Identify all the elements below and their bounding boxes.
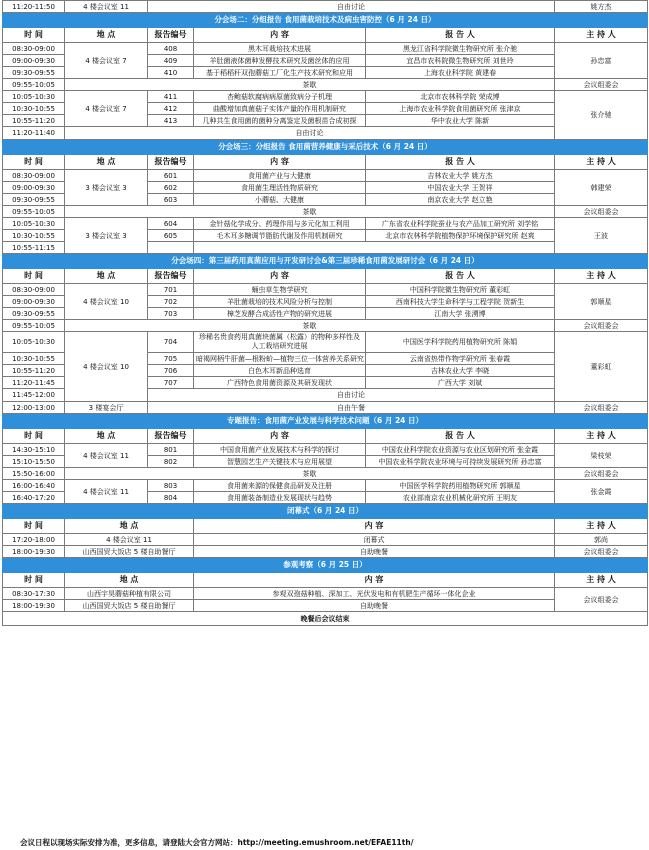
- time-cell: 10:55-11:15: [3, 242, 65, 254]
- time-cell: 15:10-15:50: [3, 456, 65, 468]
- host-cell: 张金霞: [555, 480, 648, 504]
- time-cell: 10:30-10:55: [3, 103, 65, 115]
- header-reporter: 报 告 人: [366, 28, 555, 43]
- code-cell: 603: [148, 194, 194, 206]
- reporter-cell: 中国农业大学 王贺祥: [366, 182, 555, 194]
- time-cell: 15:50-16:00: [3, 468, 65, 480]
- reporter-cell: 宜昌市农科院微生物研究所 刘世玲: [366, 55, 555, 67]
- place-cell: 4 楼会议室 11: [65, 480, 148, 504]
- host-cell: 姚方杰: [555, 1, 648, 13]
- content-cell: 黑木耳栽培技术进展: [194, 43, 366, 55]
- place-cell: 4 楼会议室 10: [65, 332, 148, 402]
- table-row: [3, 91, 648, 103]
- content-cell: 自由午餐: [148, 402, 555, 414]
- time-cell: 10:05-10:30: [3, 332, 65, 353]
- content-cell: 金针菇化学成分、药理作用与多元化加工利用: [194, 218, 366, 230]
- section-banner: 闭幕式（6 月 24 日）: [3, 504, 648, 519]
- code-cell: 413: [148, 115, 194, 127]
- time-cell: 09:00-09:30: [3, 296, 65, 308]
- header-place: 地 点: [65, 573, 194, 588]
- reporter-cell: 上海农业科学院 黄建春: [366, 67, 555, 79]
- header-place: 地 点: [65, 155, 148, 170]
- code-cell: 706: [148, 365, 194, 377]
- time-cell: 11:20-11:45: [3, 377, 65, 389]
- discussion-row: [3, 127, 648, 140]
- header-host: 主 持 人: [555, 269, 648, 284]
- break-row: [3, 206, 648, 218]
- table-row: [3, 43, 648, 55]
- content-cell: 蛹虫草生物学研究: [194, 284, 366, 296]
- host-cell: 王波: [555, 218, 648, 254]
- reporter-cell: 江南大学 张湧博: [366, 308, 555, 320]
- reporter-cell: 中国农业科学院农业环境与可持续发展研究所 孙忠富: [366, 456, 555, 468]
- host-cell: 会议组委会: [555, 320, 648, 332]
- table-row: [3, 588, 648, 600]
- content-cell: 食用菌来源的保健食品研发及注册: [194, 480, 366, 492]
- header-time: 时 间: [3, 28, 65, 43]
- code-cell: 602: [148, 182, 194, 194]
- section-banner: 分会场二：分组报告 食用菌栽培技术及病虫害防控（6 月 24 日）: [3, 13, 648, 28]
- content-cell: 闭幕式: [194, 534, 555, 546]
- table-row: [3, 284, 648, 296]
- header-place: 地 点: [65, 519, 194, 534]
- content-cell: 自由讨论: [148, 389, 555, 402]
- place-cell: 4 楼会议室 11: [65, 444, 148, 468]
- reporter-cell: 云南省热带作物学研究所 张春霞: [366, 353, 555, 365]
- reporter-cell: 吉林农业大学 李晓: [366, 365, 555, 377]
- header-content: 内 容: [194, 429, 366, 444]
- header-reporter: 报 告 人: [366, 269, 555, 284]
- table-row: [3, 1, 648, 13]
- code-cell: 802: [148, 456, 194, 468]
- code-cell: 703: [148, 308, 194, 320]
- table-row: [3, 534, 648, 546]
- header-code: 报告编号: [148, 269, 194, 284]
- time-cell: 16:40-17:20: [3, 492, 65, 504]
- reporter-cell: 北京市农林科学院植物保护环境保护研究所 赵爽: [366, 230, 555, 242]
- table-header-row: [3, 269, 648, 284]
- host-cell: 孙忠富: [555, 43, 648, 79]
- code-cell: 408: [148, 43, 194, 55]
- reporter-cell: 广东省农业科学院蚕业与农产品加工研究所 刘学铭: [366, 218, 555, 230]
- header-content: 内 容: [194, 519, 555, 534]
- time-cell: 10:30-10:55: [3, 353, 65, 365]
- host-cell: 会议组委会: [555, 206, 648, 218]
- content-cell: 自由讨论: [65, 127, 555, 140]
- time-cell: 09:55-10:05: [3, 320, 65, 332]
- place-cell: 3 楼会议室 3: [65, 218, 148, 254]
- code-cell: [148, 242, 194, 254]
- code-cell: 801: [148, 444, 194, 456]
- code-cell: 604: [148, 218, 194, 230]
- table-header-row: [3, 155, 648, 170]
- time-cell: 10:05-10:30: [3, 218, 65, 230]
- time-cell: 09:55-10:05: [3, 79, 65, 91]
- reporter-cell: 农业部南京农业机械化研究所 王明友: [366, 492, 555, 504]
- reporter-cell: 黑龙江省科学院微生物研究所 张介驰: [366, 43, 555, 55]
- place-cell: 3 楼宴会厅: [65, 402, 148, 414]
- time-cell: 08:30-09:00: [3, 43, 65, 55]
- place-cell: 4 楼会议室 7: [65, 91, 148, 127]
- reporter-cell: 南京农业大学 赵立艳: [366, 194, 555, 206]
- place-cell: 山西国贸大饭店 5 楼自助餐厅: [65, 600, 194, 612]
- time-cell: 10:55-11:20: [3, 115, 65, 127]
- time-cell: 16:00-16:40: [3, 480, 65, 492]
- lunch-row: [3, 402, 648, 414]
- header-content: 内 容: [194, 573, 555, 588]
- content-cell: 自由讨论: [148, 1, 555, 13]
- time-cell: 09:30-09:55: [3, 308, 65, 320]
- header-host: 主 持 人: [555, 155, 648, 170]
- reporter-cell: 中国科学院微生物研究所 董彩虹: [366, 284, 555, 296]
- code-cell: 605: [148, 230, 194, 242]
- time-cell: 09:30-09:55: [3, 67, 65, 79]
- code-cell: 804: [148, 492, 194, 504]
- content-cell: 杏鲍菇软腐病病原菌致病分子机理: [194, 91, 366, 103]
- code-cell: 803: [148, 480, 194, 492]
- time-cell: 12:00-13:00: [3, 402, 65, 414]
- break-row: [3, 320, 648, 332]
- section-banner: 分会场四：第三届药用真菌应用与开发研讨会&第三届珍稀食用菌发展研讨会（6 月 24 日）: [3, 254, 648, 269]
- time-cell: 08:30-09:00: [3, 284, 65, 296]
- header-reporter: 报 告 人: [366, 155, 555, 170]
- reporter-cell: 中国医学科学院药用植物研究所 郭顺星: [366, 480, 555, 492]
- time-cell: 18:00-19:30: [3, 600, 65, 612]
- header-place: 地 点: [65, 429, 148, 444]
- content-cell: 基于稻稻秆双孢蘑菇工厂化生产技术研究和应用: [194, 67, 366, 79]
- host-cell: 会议组委会: [555, 79, 648, 91]
- host-cell: 韩建荣: [555, 170, 648, 206]
- host-cell: 会议组委会: [555, 402, 648, 414]
- reporter-cell: 华中农业大学 陈新: [366, 115, 555, 127]
- place-cell: 3 楼会议室 3: [65, 170, 148, 206]
- time-cell: 18:00-19:30: [3, 546, 65, 558]
- header-host: 主 持 人: [555, 28, 648, 43]
- table-header-row: [3, 519, 648, 534]
- time-cell: 09:00-09:30: [3, 182, 65, 194]
- footer-note: 会议日程以现场实际安排为准，更多信息，请登陆大会官方网站：http://meeting.emushroom.net/EFAE11th/: [20, 838, 414, 847]
- content-cell: 食用菌生理活性物质研究: [194, 182, 366, 194]
- section-banner: 分会场三：分组报告 食用菌营养健康与采后技术（6 月 24 日）: [3, 140, 648, 155]
- host-cell: 会议组委会: [555, 546, 648, 558]
- code-cell: 409: [148, 55, 194, 67]
- place-cell: 山西国贸大饭店 5 楼自助餐厅: [65, 546, 194, 558]
- time-cell: 10:30-10:55: [3, 230, 65, 242]
- schedule-table: [2, 0, 648, 626]
- header-host: 主 持 人: [555, 573, 648, 588]
- content-cell: 小蘑菇、大健康: [194, 194, 366, 206]
- code-cell: 412: [148, 103, 194, 115]
- time-cell: 08:30-09:00: [3, 170, 65, 182]
- meeting-end-note: 晚餐后会议结束: [3, 612, 648, 626]
- host-cell: 会议组委会: [555, 468, 648, 480]
- content-cell: 食用菌产业与大健康: [194, 170, 366, 182]
- place-cell: 4 楼会议室 7: [65, 43, 148, 79]
- header-time: 时 间: [3, 573, 65, 588]
- content-cell: 羊肚菌液体菌种发酵技术研究及菌丝体的应用: [194, 55, 366, 67]
- header-content: 内 容: [194, 269, 366, 284]
- place-cell: 4 楼会议室 11: [65, 1, 148, 13]
- header-place: 地 点: [65, 269, 148, 284]
- host-cell: 董彩虹: [555, 332, 648, 402]
- reporter-cell: 中国农业科学院农业资源与农业区划研究所 张金霞: [366, 444, 555, 456]
- content-cell: 自助晚餐: [194, 546, 555, 558]
- header-time: 时 间: [3, 269, 65, 284]
- content-cell: 几种共生食用菌的菌种分离鉴定及菌根苗合成初探: [194, 115, 366, 127]
- time-cell: 09:00-09:30: [3, 55, 65, 67]
- header-code: 报告编号: [148, 28, 194, 43]
- section-banner: 专题报告：食用菌产业发展与科学技术问题（6 月 24 日）: [3, 414, 648, 429]
- reporter-cell: 上海市农业科学院食用菌研究所 张津京: [366, 103, 555, 115]
- content-cell: 中国食用菌产业发展技术与科学的探讨: [194, 444, 366, 456]
- table-header-row: [3, 28, 648, 43]
- content-cell: 樟芝发酵合成活性产物的研究进展: [194, 308, 366, 320]
- content-cell: 参观双孢菇种植、深加工、光伏发电和有机肥生产循环一体化企业: [194, 588, 555, 600]
- code-cell: 411: [148, 91, 194, 103]
- reporter-cell: 北京市农林科学院 荣成博: [366, 91, 555, 103]
- section-banner: 参观考察（6 月 25 日）: [3, 558, 648, 573]
- table-header-row: [3, 573, 648, 588]
- time-cell: 08:30-17:30: [3, 588, 65, 600]
- host-cell: 张介驰: [555, 91, 648, 140]
- time-cell: 09:55-10:05: [3, 206, 65, 218]
- content-cell: 白色木耳新品种选育: [194, 365, 366, 377]
- host-cell: 郭顺星: [555, 284, 648, 320]
- header-host: 主 持 人: [555, 519, 648, 534]
- content-cell: 茶歇: [65, 468, 555, 480]
- table-row: [3, 170, 648, 182]
- header-time: 时 间: [3, 155, 65, 170]
- time-cell: 11:45-12:00: [3, 389, 65, 402]
- reporter-cell: 西南科技大学生命科学与工程学院 贺新生: [366, 296, 555, 308]
- header-time: 时 间: [3, 519, 65, 534]
- break-row: [3, 468, 648, 480]
- header-code: 报告编号: [148, 429, 194, 444]
- content-cell: 羊肚菌栽培的技术风险分析与控制: [194, 296, 366, 308]
- header-reporter: 报 告 人: [366, 429, 555, 444]
- content-cell: 茶歇: [65, 206, 555, 218]
- header-host: 主 持 人: [555, 429, 648, 444]
- time-cell: 10:05-10:30: [3, 91, 65, 103]
- table-row: [3, 600, 648, 612]
- time-cell: 11:20-11:50: [3, 1, 65, 13]
- time-cell: 17:20-18:00: [3, 534, 65, 546]
- table-row: [3, 218, 648, 230]
- content-cell: 茶歇: [65, 320, 555, 332]
- table-row: [3, 332, 648, 353]
- time-cell: 11:20-11:40: [3, 127, 65, 140]
- content-cell: 自助晚餐: [194, 600, 555, 612]
- code-cell: 601: [148, 170, 194, 182]
- break-row: [3, 79, 648, 91]
- time-cell: 10:55-11:20: [3, 365, 65, 377]
- code-cell: 702: [148, 296, 194, 308]
- content-cell: 智慧园艺生产关键技术与应用展望: [194, 456, 366, 468]
- reporter-cell: 广西大学 刘斌: [366, 377, 555, 389]
- place-cell: 4 楼会议室 10: [65, 284, 148, 320]
- reporter-cell: 中国医学科学院药用植物研究所 陈娟: [366, 332, 555, 353]
- time-cell: 09:30-09:55: [3, 194, 65, 206]
- host-cell: 会议组委会: [555, 588, 648, 612]
- host-cell: 郭尚: [555, 534, 648, 546]
- content-cell: 食用菌装备制造业发展现状与趋势: [194, 492, 366, 504]
- code-cell: 704: [148, 332, 194, 353]
- table-header-row: [3, 429, 648, 444]
- end-row: [3, 612, 648, 626]
- header-code: 报告编号: [148, 155, 194, 170]
- header-content: 内 容: [194, 28, 366, 43]
- content-cell: 曲酸增加真菌菇子实体产量的作用机制研究: [194, 103, 366, 115]
- place-cell: 4 楼会议室 11: [65, 534, 194, 546]
- header-content: 内 容: [194, 155, 366, 170]
- code-cell: 701: [148, 284, 194, 296]
- content-cell: 毛木耳多糖调节脂肪代谢及作用机制研究: [194, 230, 366, 242]
- table-row: [3, 480, 648, 492]
- code-cell: 410: [148, 67, 194, 79]
- place-cell: 山西宇昊蘑菇种植有限公司: [65, 588, 194, 600]
- code-cell: 705: [148, 353, 194, 365]
- content-cell: 茶歇: [65, 79, 555, 91]
- content-cell: 暗褐网柄牛肝菌—根粉蚧—植物三位一体营养关系研究: [194, 353, 366, 365]
- header-time: 时 间: [3, 429, 65, 444]
- header-place: 地 点: [65, 28, 148, 43]
- content-cell: [194, 242, 555, 254]
- table-row: [3, 444, 648, 456]
- time-cell: 14:30-15:10: [3, 444, 65, 456]
- host-cell: 梁枝荣: [555, 444, 648, 468]
- reporter-cell: 吉林农业大学 姚方杰: [366, 170, 555, 182]
- content-cell: 珍稀名贵食药用真菌块菌属（松露）的物种多样性及人工栽培研究进展: [194, 332, 366, 353]
- table-row: [3, 546, 648, 558]
- content-cell: 广西特色食用菌资源及其研发现状: [194, 377, 366, 389]
- code-cell: 707: [148, 377, 194, 389]
